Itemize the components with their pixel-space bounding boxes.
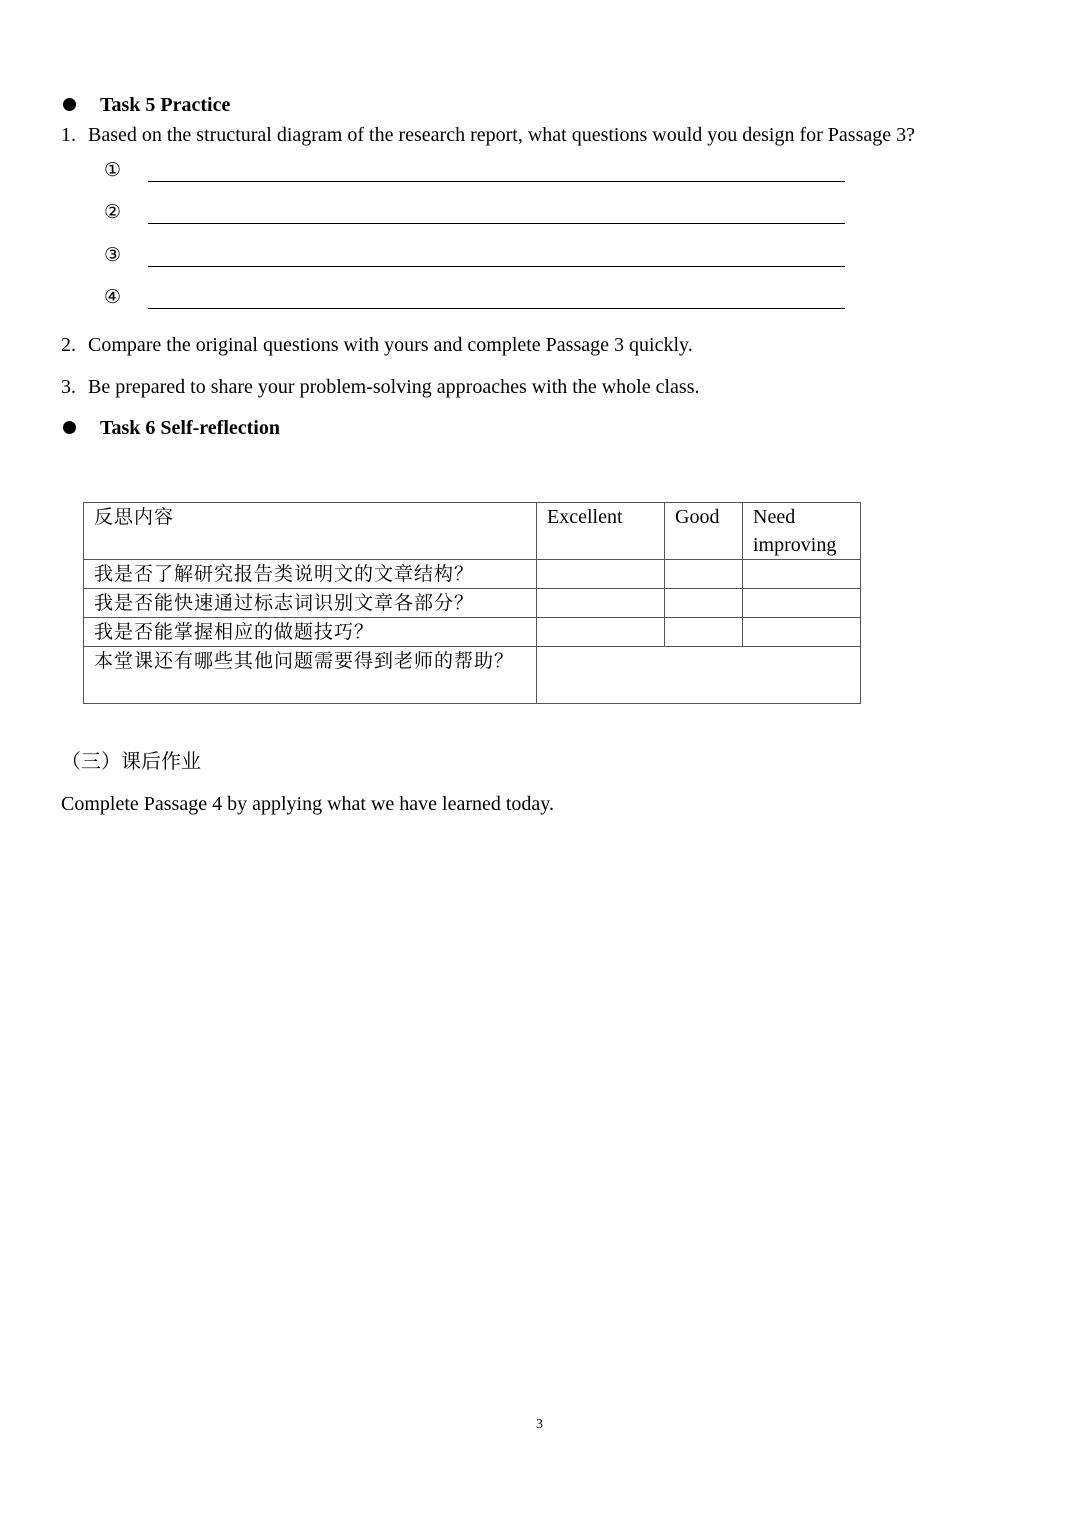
blank-marker-4: ④ [104, 286, 122, 308]
answer-line-2[interactable] [148, 223, 845, 224]
header-good: Good [665, 503, 743, 560]
blank-marker-2: ② [104, 201, 122, 223]
table-row [84, 618, 861, 647]
header-excellent: Excellent [537, 503, 665, 560]
answer-line-4[interactable] [148, 308, 845, 309]
page-number: 3 [536, 1417, 543, 1432]
homework-heading: （三）课后作业 [61, 749, 201, 773]
open-answer-cell[interactable] [537, 647, 861, 704]
row-question: 我是否了解研究报告类说明文的文章结构？ [84, 560, 537, 589]
bullet-icon [63, 98, 76, 111]
bullet-icon [63, 421, 76, 434]
q3-number: 3. [61, 376, 76, 398]
header-need-improving: Need improving [743, 503, 861, 560]
row-question: 本堂课还有哪些其他问题需要得到老师的帮助？ [84, 647, 537, 704]
q1-number: 1. [61, 124, 76, 146]
rating-cell-excellent[interactable] [537, 618, 665, 647]
homework-text: Complete Passage 4 by applying what we have learned today. [61, 793, 555, 815]
task5-heading: Task 5 Practice [100, 94, 231, 116]
blank-marker-3: ③ [104, 244, 122, 266]
answer-line-1[interactable] [148, 181, 845, 182]
table-row [84, 647, 861, 704]
q2-number: 2. [61, 334, 76, 356]
rating-cell-good[interactable] [665, 589, 743, 618]
table-header-row [84, 503, 861, 560]
q1-text: Based on the structural diagram of the research report, what questions would you design for Passage 3? [88, 124, 915, 146]
rating-cell-excellent[interactable] [537, 589, 665, 618]
header-reflection-content: 反思内容 [84, 503, 537, 560]
rating-cell-good[interactable] [665, 560, 743, 589]
q3-text: Be prepared to share your problem-solving approaches with the whole class. [88, 376, 700, 398]
rating-cell-need-improving[interactable] [743, 560, 861, 589]
rating-cell-good[interactable] [665, 618, 743, 647]
table-row [84, 560, 861, 589]
row-question: 我是否能掌握相应的做题技巧？ [84, 618, 537, 647]
rating-cell-excellent[interactable] [537, 560, 665, 589]
self-reflection-table [83, 502, 861, 704]
row-question: 我是否能快速通过标志词识别文章各部分？ [84, 589, 537, 618]
task6-heading: Task 6 Self-reflection [100, 417, 280, 439]
blank-marker-1: ① [104, 159, 122, 181]
answer-line-3[interactable] [148, 266, 845, 267]
rating-cell-need-improving[interactable] [743, 589, 861, 618]
table-row [84, 589, 861, 618]
rating-cell-need-improving[interactable] [743, 618, 861, 647]
q2-text: Compare the original questions with yours and complete Passage 3 quickly. [88, 334, 693, 356]
